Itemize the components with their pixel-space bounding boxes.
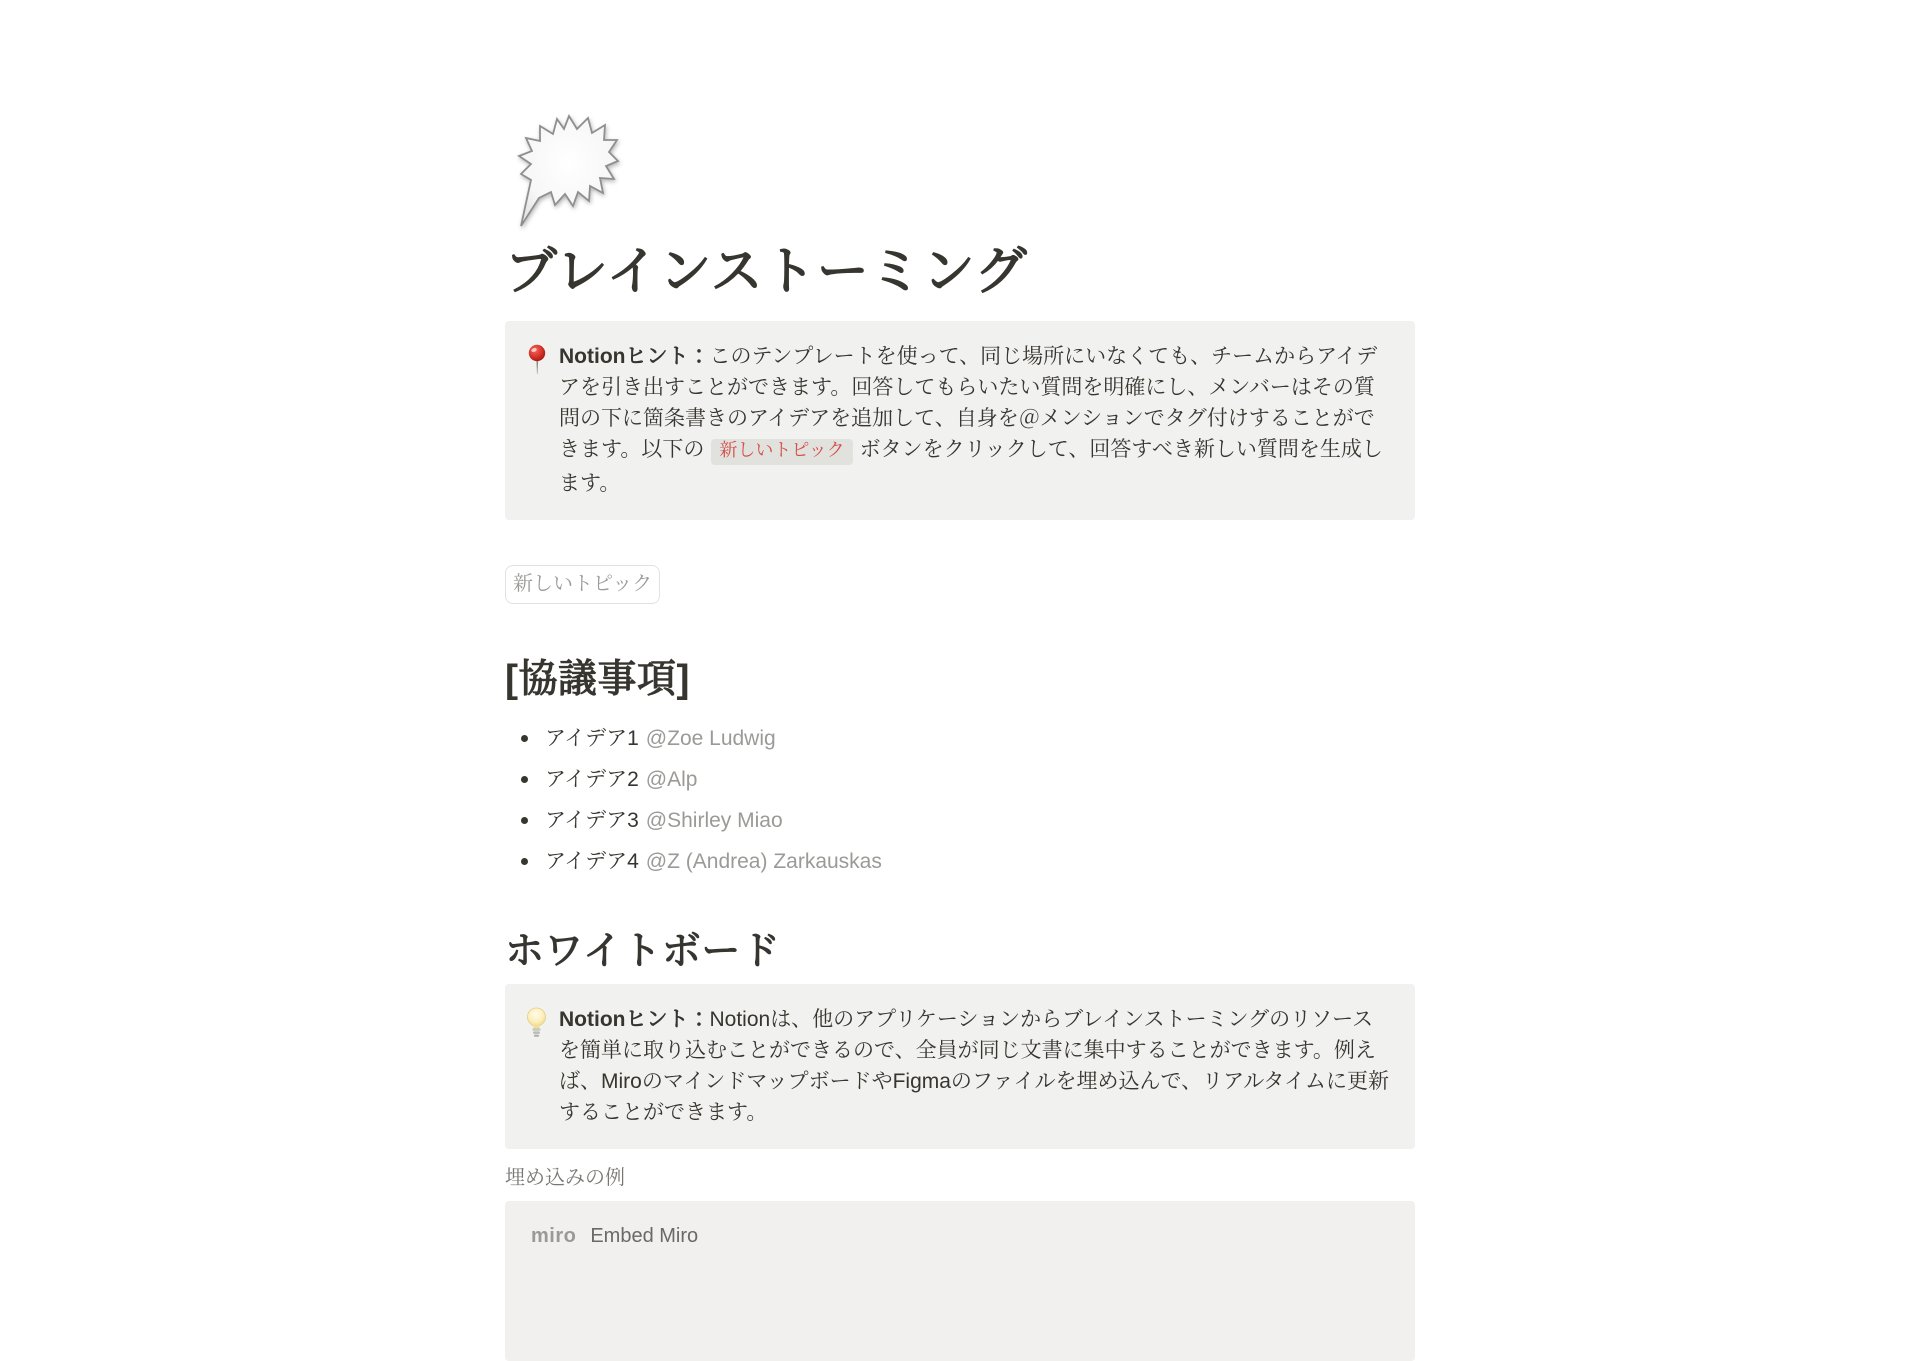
user-mention[interactable]: @Zoe Ludwig [645,727,776,750]
embed-label: Embed Miro [590,1225,699,1247]
callout-text [559,1004,1393,1128]
list-item-idea-1[interactable] [505,723,1415,754]
page-icon-burst-speech-bubble-icon[interactable] [517,114,619,229]
callout-text [559,341,1393,499]
heading-agenda[interactable]: [協議事項] [505,658,690,701]
inline-code-new-topic: 新しいトピック [711,439,852,465]
light-bulb-icon [525,1007,549,1047]
hint-callout-whiteboard [505,984,1415,1149]
user-mention[interactable]: @Shirley Miao [645,809,783,832]
idea-text: アイデア2 [545,768,639,791]
callout-bold-lead: Notionヒント： [559,345,710,368]
miro-embed-block[interactable] [505,1201,1415,1361]
new-topic-template-button[interactable]: 新しいトピック [505,565,660,604]
idea-text: アイデア4 [545,850,639,873]
user-mention[interactable]: @Alp [645,768,698,791]
callout-body-after-code: ボタンをクリックして、回答すべき新しい質問を生成します。 [559,438,1383,495]
idea-text: アイデア3 [545,809,639,832]
burst-shape [519,116,618,226]
hint-callout-template [505,321,1415,520]
callout-body: Notionは、他のアプリケーションからブレインストーミングのリソースを簡単に取り込むことができるので、全員が同じ文書に集中することができます。例えば、MiroのマインドマップボードやFigmaのファイルを埋め込んで、リアルタイムに更新することができます。 [559,1008,1389,1124]
heading-whiteboard[interactable]: ホワイトボード [505,930,781,973]
idea-text: アイデア1 [545,727,639,750]
user-mention[interactable]: @Z (Andrea) Zarkauskas [645,850,882,873]
embed-row [531,1221,1389,1252]
callout-body-before-code: このテンプレートを使って、同じ場所にいなくても、チームからアイデアを引き出すことができます。回答してもらいたい質問を明確にし、メンバーはその質問の下に箇条書きのアイデアを追加して、自身を＠メンションでタグ付けすることができます。以下の [559,345,1378,461]
list-item-idea-3[interactable] [505,805,1415,836]
round-pushpin-icon [525,344,549,384]
list-item-idea-4[interactable] [505,846,1415,877]
idea-list [505,723,1415,877]
miro-logo: miro [531,1225,577,1247]
page-title[interactable]: ブレインストーミング [505,243,1028,301]
embed-caption[interactable]: 埋め込みの例 [505,1167,625,1189]
list-item-idea-2[interactable] [505,764,1415,795]
callout-bold-lead: Notionヒント： [559,1008,710,1031]
notion-page [505,0,1415,1361]
